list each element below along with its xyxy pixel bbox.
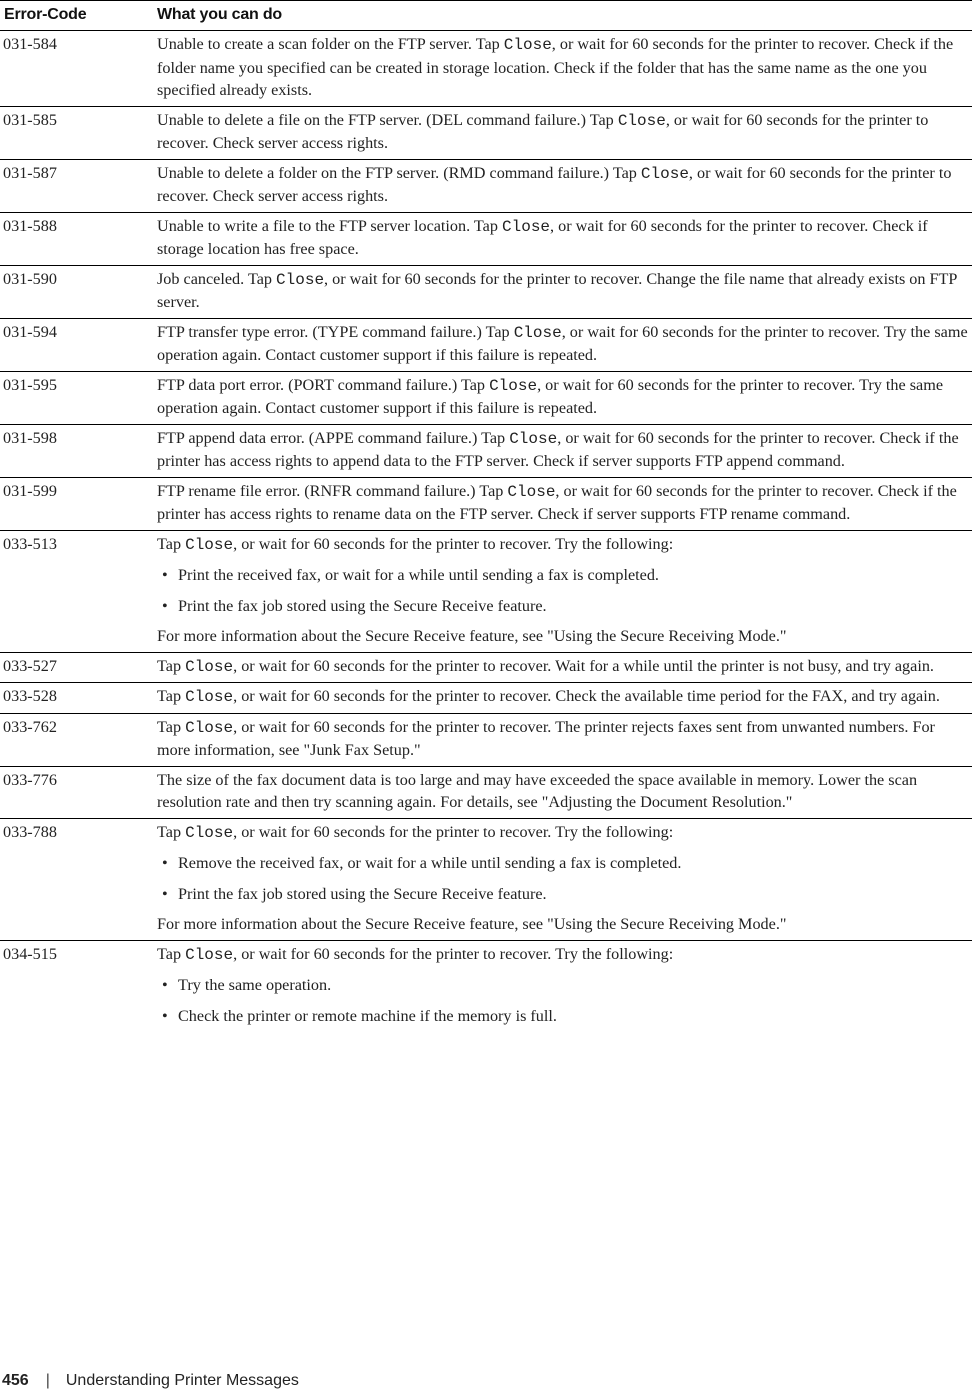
action-text xyxy=(157,821,968,845)
table-row xyxy=(0,106,972,159)
close-button-label: Close xyxy=(185,657,234,676)
table-row xyxy=(0,477,972,530)
close-button-label: Close xyxy=(507,482,556,501)
close-button-label: Close xyxy=(276,270,325,289)
action-text-lead: Tap xyxy=(157,717,186,736)
close-button-label: Close xyxy=(185,535,234,554)
table-row xyxy=(0,766,972,818)
action-text-lead: Tap xyxy=(157,656,186,675)
bullet-item: • Try the same operation. xyxy=(157,974,968,997)
error-code-cell: 031-588 xyxy=(0,212,156,265)
close-button-label: Close xyxy=(640,164,689,183)
bullet-item: • Print the received fax, or wait for a while until sending a fax is completed. xyxy=(157,564,968,587)
action-text-lead: Unable to delete a folder on the FTP server. (RMD command failure.) Tap xyxy=(157,163,641,182)
action-description-cell xyxy=(156,371,972,424)
more-info-note: For more information about the Secure Receive feature, see "Using the Secure Receiving Mode." xyxy=(157,627,787,645)
bullet-list xyxy=(157,974,968,1027)
action-text xyxy=(157,268,968,314)
action-text-lead: Unable to write a file to the FTP server location. Tap xyxy=(157,216,503,235)
action-text-lead: Unable to create a scan folder on the FTP server. Tap xyxy=(157,35,504,53)
action-text-lead: FTP append data error. (APPE command failure.) Tap xyxy=(157,428,510,447)
action-text xyxy=(157,374,968,420)
action-description-cell xyxy=(156,424,972,477)
action-text xyxy=(157,215,968,261)
bullet-list xyxy=(157,852,968,905)
action-description-cell xyxy=(156,713,972,766)
footer-separator: | xyxy=(45,1372,50,1389)
action-text-lead: FTP rename file error. (RNFR command failure.) Tap xyxy=(157,481,508,500)
close-button-label: Close xyxy=(185,823,234,842)
section-title: Understanding Printer Messages xyxy=(65,1372,299,1389)
table-row xyxy=(0,940,972,1039)
bullet-item: • Print the fax job stored using the Secure Receive feature. xyxy=(157,595,968,618)
table-row xyxy=(0,371,972,424)
action-description-cell xyxy=(156,106,972,159)
error-code-cell: 033-528 xyxy=(0,683,156,714)
action-text xyxy=(157,321,968,367)
error-code-cell: 031-594 xyxy=(0,318,156,371)
action-text-rest: , or wait for 60 seconds for the printer to recover. Try the following: xyxy=(233,822,674,841)
action-description-cell xyxy=(156,265,972,318)
action-text-rest: , or wait for 60 seconds for the printer to recover. Check if the printer has access rights to rename data on the FTP server. Check if server supports FTP rename command. xyxy=(157,481,957,523)
action-text-lead: FTP transfer type error. (TYPE command failure.) Tap xyxy=(157,322,514,341)
action-description-cell xyxy=(156,530,972,652)
page-footer xyxy=(2,1372,299,1390)
error-code-cell: 034-515 xyxy=(3,944,57,963)
action-description-cell xyxy=(156,683,972,714)
action-description-cell xyxy=(156,31,972,107)
action-text-lead: FTP data port error. (PORT command failure.) Tap xyxy=(157,375,490,394)
error-code-cell: 031-595 xyxy=(0,371,156,424)
action-text-lead: The size of the fax document data is too large and may have exceeded the space available in memory. Lower the scan resolution rate and then try scanning again. For details, see "Adjusting the Document Resolution." xyxy=(157,770,918,811)
close-button-label: Close xyxy=(502,217,551,236)
action-description-cell xyxy=(156,318,972,371)
action-text-lead: Tap xyxy=(157,687,186,705)
action-text-lead: Tap xyxy=(157,534,186,553)
bullet-item: • Remove the received fax, or wait for a while until sending a fax is completed. xyxy=(157,852,968,875)
action-text xyxy=(157,769,968,814)
action-text-rest: , or wait for 60 seconds for the printer to recover. Check server access rights. xyxy=(157,110,929,152)
action-text-rest: , or wait for 60 seconds for the printer to recover. Try the following: xyxy=(233,534,674,553)
action-text-lead: Unable to delete a file on the FTP server. (DEL command failure.) Tap xyxy=(157,110,618,129)
action-text-rest: , or wait for 60 seconds for the printer to recover. Try the same operation again. Contact customer support if this failure is repeated. xyxy=(157,375,944,417)
bullet-list xyxy=(157,564,968,617)
error-code-cell: 031-587 xyxy=(0,159,156,212)
error-code-cell: 033-513 xyxy=(0,530,156,652)
close-button-label: Close xyxy=(503,36,552,54)
action-text xyxy=(157,480,968,526)
action-text-rest: , or wait for 60 seconds for the printer to recover. Try the following: xyxy=(233,944,674,963)
table-row xyxy=(0,265,972,318)
action-text-rest: , or wait for 60 seconds for the printer to recover. Check if the folder name you specified can be created in storage location. Check if the folder that has the same name as the one you specified already exists. xyxy=(157,35,954,99)
action-text-rest: , or wait for 60 seconds for the printer to recover. Try the same operation again. Contact customer support if this failure is repeated. xyxy=(157,322,968,364)
action-text-rest: , or wait for 60 seconds for the printer to recover. Change the file name that already exists on FTP server. xyxy=(157,269,957,311)
header-error-code: Error-Code xyxy=(0,1,156,31)
action-description-cell xyxy=(156,818,972,940)
error-code-cell: 031-585 xyxy=(0,106,156,159)
table-row xyxy=(0,683,972,714)
action-text-rest: , or wait for 60 seconds for the printer to recover. The printer rejects faxes sent from unwanted numbers. For more information, see "Junk Fax Setup." xyxy=(157,717,935,759)
table-body xyxy=(0,31,972,1040)
error-code-cell: 033-527 xyxy=(0,652,156,683)
table-row xyxy=(0,212,972,265)
bullet-item: • Check the printer or remote machine if the memory is full. xyxy=(157,1005,968,1028)
table-row xyxy=(0,530,972,652)
error-code-cell: 031-590 xyxy=(0,265,156,318)
action-text xyxy=(157,109,968,155)
table-row xyxy=(0,424,972,477)
action-text-rest: , or wait for 60 seconds for the printer to recover. Check if storage location has free space. xyxy=(157,216,928,258)
close-button-label: Close xyxy=(513,323,562,342)
table-row xyxy=(0,318,972,371)
action-description-cell xyxy=(156,652,972,683)
close-button-label: Close xyxy=(185,688,234,706)
close-button-label: Close xyxy=(185,718,234,737)
table-row xyxy=(0,818,972,940)
action-text xyxy=(157,33,968,102)
action-text xyxy=(157,943,968,967)
error-code-cell: 031-584 xyxy=(0,31,156,107)
close-button-label: Close xyxy=(509,429,558,448)
action-description-cell xyxy=(156,477,972,530)
action-text-lead: Job canceled. Tap xyxy=(157,269,277,288)
error-code-cell: 031-599 xyxy=(0,477,156,530)
header-what-you-can-do: What you can do xyxy=(156,1,972,31)
action-text-rest: , or wait for 60 seconds for the printer to recover. Check the available time period for the FAX, and try again. xyxy=(233,687,940,705)
action-text xyxy=(157,427,968,473)
action-text xyxy=(157,716,968,762)
action-description-cell xyxy=(156,159,972,212)
close-button-label: Close xyxy=(489,376,538,395)
close-button-label: Close xyxy=(617,111,666,130)
action-text xyxy=(157,685,968,709)
error-code-cell: 033-762 xyxy=(0,713,156,766)
action-text-lead: Tap xyxy=(157,944,186,963)
bullet-item: • Print the fax job stored using the Secure Receive feature. xyxy=(157,883,968,906)
table-row xyxy=(0,713,972,766)
action-text-rest: , or wait for 60 seconds for the printer to recover. Check if the printer has access rights to append data to the FTP server. Check if server supports FTP append command. xyxy=(157,428,959,470)
table-header-row xyxy=(0,1,972,31)
error-code-cell: 033-776 xyxy=(0,766,156,818)
more-info-note: For more information about the Secure Receive feature, see "Using the Secure Receiving Mode." xyxy=(157,915,787,933)
table-row xyxy=(0,159,972,212)
action-text-rest: , or wait for 60 seconds for the printer to recover. Check server access rights. xyxy=(157,163,952,205)
table-row xyxy=(0,652,972,683)
action-text-rest: , or wait for 60 seconds for the printer to recover. Wait for a while until the printer is not busy, and try again. xyxy=(233,656,934,675)
action-text-lead: Tap xyxy=(157,822,186,841)
action-text xyxy=(157,655,968,679)
action-text xyxy=(157,533,968,557)
error-code-cell: 031-598 xyxy=(0,424,156,477)
action-description-cell xyxy=(156,212,972,265)
error-code-cell: 033-788 xyxy=(0,818,156,940)
action-text xyxy=(157,162,968,208)
close-button-label: Close xyxy=(185,945,234,964)
page-number: 456 xyxy=(2,1372,29,1389)
action-description-cell xyxy=(156,940,972,1039)
action-description-cell xyxy=(156,766,972,818)
table-row xyxy=(0,31,972,107)
